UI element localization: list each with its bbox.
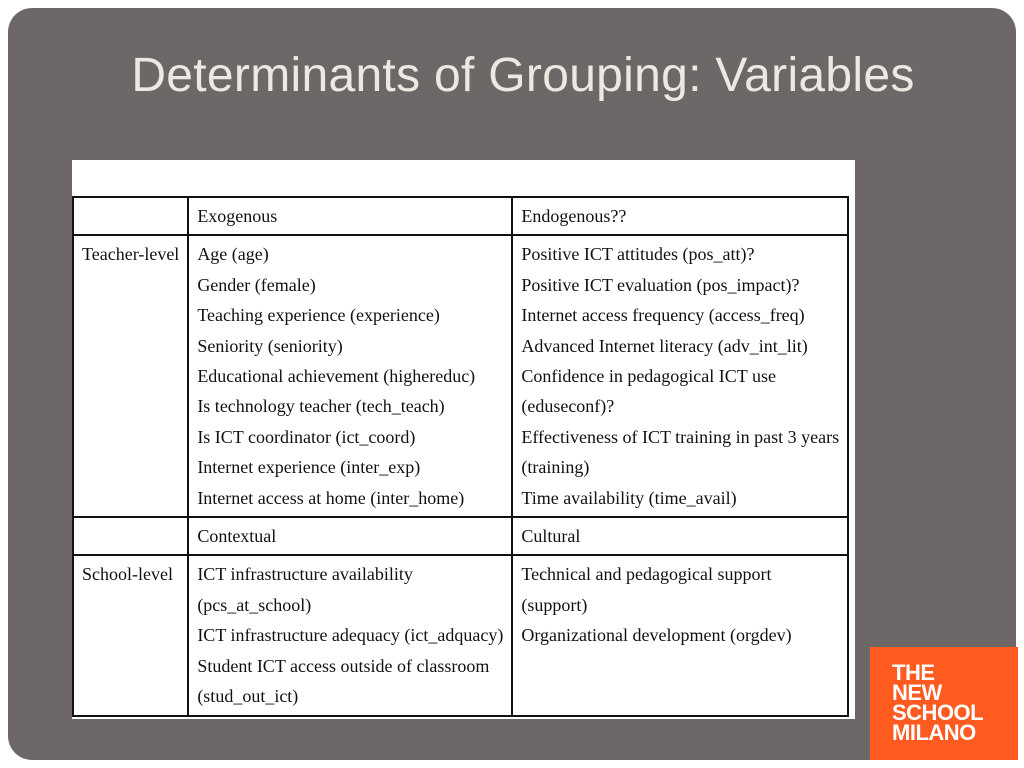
list-item: Positive ICT evaluation (pos_impact)?: [521, 274, 800, 295]
list-item: (support): [521, 594, 588, 615]
list-item: Advanced Internet literacy (adv_int_lit): [521, 335, 808, 356]
list-item: Internet experience (inter_exp): [197, 457, 421, 478]
table-row-teacher-level: [73, 235, 848, 517]
row-label-school-level: School-level: [73, 555, 188, 715]
list-item: Internet access frequency (access_freq): [521, 305, 805, 326]
variables-table: [72, 196, 849, 717]
header-endogenous: Endogenous??: [512, 197, 848, 235]
header-exogenous: Exogenous: [188, 197, 512, 235]
table-image-panel: [72, 160, 855, 719]
list-item: Educational achievement (highereduc): [197, 366, 476, 387]
list-item: Positive ICT attitudes (pos_att)?: [521, 244, 755, 265]
header-empty-cell: [73, 197, 188, 235]
table-row-school-level: [73, 555, 848, 715]
list-item: Gender (female): [197, 274, 316, 295]
slide-background: [8, 8, 1016, 760]
table-header-row: [73, 197, 848, 235]
list-item: Teaching experience (experience): [197, 305, 440, 326]
subheader-empty-cell: [73, 517, 188, 555]
list-item: Confidence in pedagogical ICT use: [521, 366, 776, 387]
school-cultural-cell: [512, 555, 848, 715]
list-item: Time availability (time_avail): [521, 487, 737, 508]
school-contextual-cell: [188, 555, 512, 715]
list-item: (training): [521, 457, 590, 478]
list-item: Is technology teacher (tech_teach): [197, 396, 445, 417]
row-label-teacher-level: Teacher-level: [73, 235, 188, 517]
slide-title: Determinants of Grouping: Variables: [131, 49, 915, 102]
list-item: Technical and pedagogical support: [521, 564, 772, 585]
new-school-milano-logo: [870, 647, 1018, 760]
teacher-endogenous-cell: [512, 235, 848, 517]
list-item: Seniority (seniority): [197, 335, 343, 356]
list-item: (pcs_at_school): [197, 594, 312, 615]
teacher-exogenous-cell: [188, 235, 512, 517]
list-item: Internet access at home (inter_home): [197, 487, 465, 508]
list-item: ICT infrastructure availability: [197, 564, 413, 585]
logo-line: NEW: [892, 680, 942, 705]
list-item: (eduseconf)?: [521, 396, 615, 417]
table-subheader-row: [73, 517, 848, 555]
subheader-cultural: Cultural: [512, 517, 848, 555]
subheader-contextual: Contextual: [188, 517, 512, 555]
list-item: ICT infrastructure adequacy (ict_adquacy): [197, 625, 504, 646]
list-item: Is ICT coordinator (ict_coord): [197, 426, 416, 447]
list-item: Age (age): [197, 244, 269, 265]
list-item: Effectiveness of ICT training in past 3 years: [521, 426, 840, 447]
logo-line: SCHOOL: [892, 700, 984, 725]
list-item: (stud_out_ict): [197, 686, 299, 707]
list-item: Organizational development (orgdev): [521, 625, 792, 646]
logo-line: THE: [892, 660, 935, 685]
list-item: Student ICT access outside of classroom: [197, 655, 490, 676]
logo-line: MILANO: [892, 720, 976, 745]
